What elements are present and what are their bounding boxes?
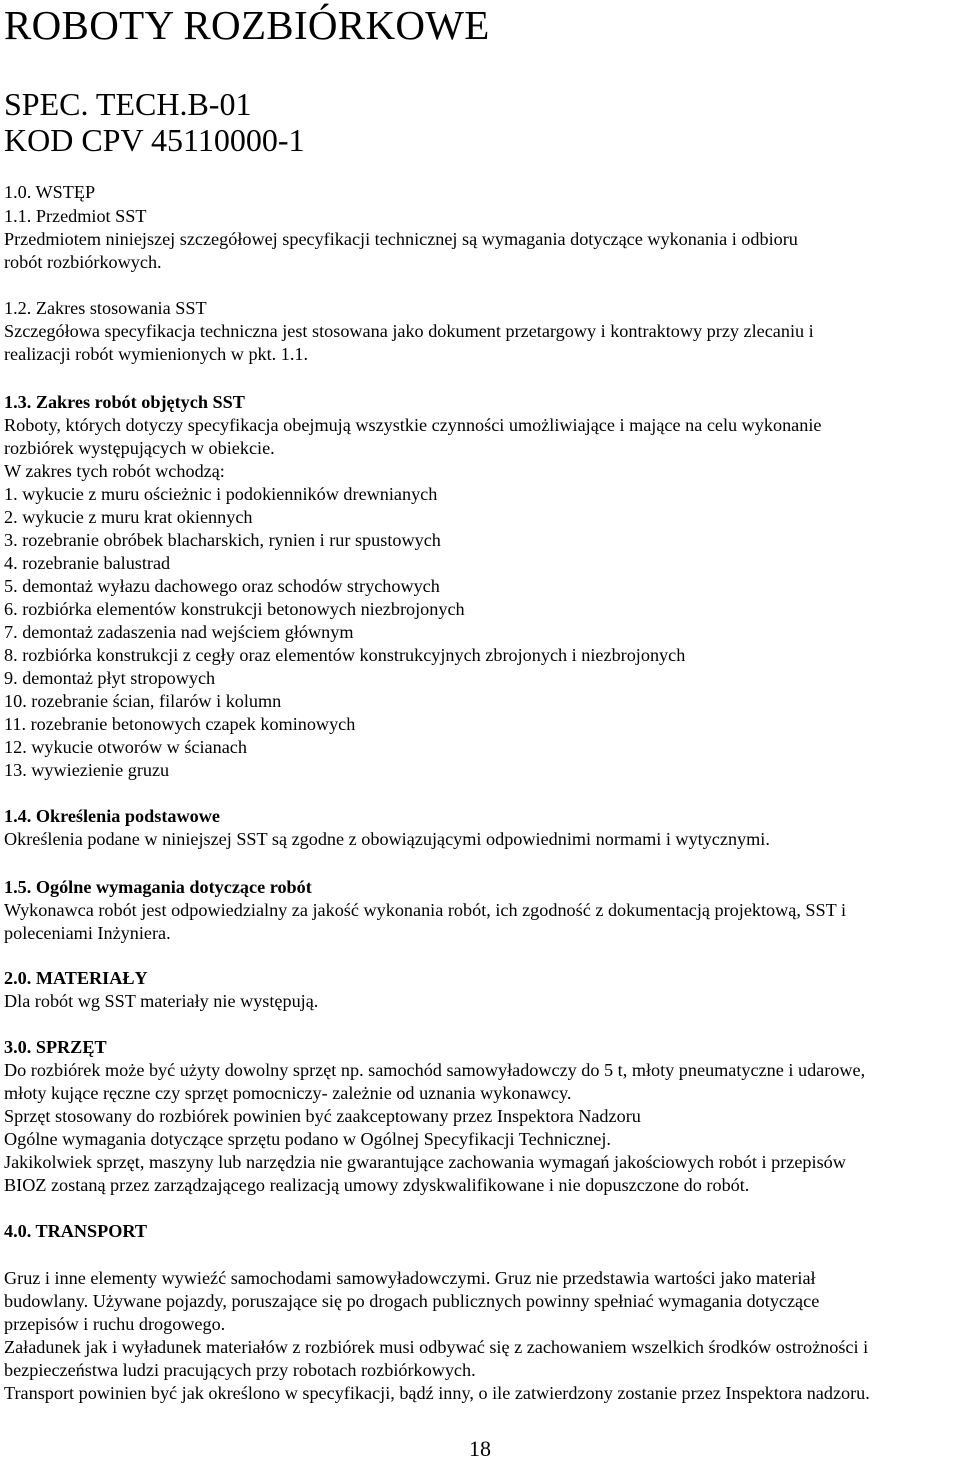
- list-item: 13. wywiezienie gruzu: [4, 760, 170, 780]
- spec-code: SPEC. TECH.B-01: [4, 86, 252, 122]
- section-heading-3-0: 3.0. SPRZĘT: [4, 1037, 107, 1057]
- paragraph-line: przepisów i ruchu drogowego.: [4, 1314, 226, 1334]
- section-heading-intro: 1.0. WSTĘP: [4, 182, 96, 202]
- section-heading-1-2: 1.2. Zakres stosowania SST: [4, 298, 207, 318]
- section-heading-1-5: 1.5. Ogólne wymagania dotyczące robót: [4, 877, 312, 897]
- list-item: 3. rozebranie obróbek blacharskich, rynien i rur spustowych: [4, 530, 441, 550]
- paragraph-line: robót rozbiórkowych.: [4, 252, 162, 272]
- paragraph-line: Transport powinien być jak określono w specyfikacji, bądź inny, o ile zatwierdzony zostanie przez Inspektora nadzoru.: [4, 1383, 870, 1403]
- list-item: 9. demontaż płyt stropowych: [4, 668, 216, 688]
- section-heading-1-1: 1.1. Przedmiot SST: [4, 206, 147, 226]
- paragraph-line: bezpieczeństwa ludzi pracujących przy robotach rozbiórkowych.: [4, 1360, 476, 1380]
- section-heading-1-4: 1.4. Określenia podstawowe: [4, 806, 220, 826]
- section-heading-2-0: 2.0. MATERIAŁY: [4, 968, 148, 988]
- list-item: 12. wykucie otworów w ścianach: [4, 737, 247, 757]
- paragraph-line: Dla robót wg SST materiały nie występują.: [4, 991, 319, 1011]
- list-item: 7. demontaż zadaszenia nad wejściem głównym: [4, 622, 354, 642]
- paragraph-line: W zakres tych robót wchodzą:: [4, 461, 225, 481]
- list-item: 4. rozebranie balustrad: [4, 553, 171, 573]
- list-item: 1. wykucie z muru ościeżnic i podokienników drewnianych: [4, 484, 438, 504]
- page-number: 18: [469, 1436, 491, 1461]
- list-item: 6. rozbiórka elementów konstrukcji betonowych niezbrojonych: [4, 599, 465, 619]
- paragraph-line: budowlany. Używane pojazdy, poruszające się po drogach publicznych powinny spełniać wymagania dotyczące: [4, 1291, 820, 1311]
- paragraph-line: Roboty, których dotyczy specyfikacja obejmują wszystkie czynności umożliwiające i mające na celu wykonanie: [4, 415, 822, 435]
- paragraph-line: Załadunek jak i wyładunek materiałów z rozbiórek musi odbywać się z zachowaniem wszelkich środków ostrożności i: [4, 1337, 869, 1357]
- list-item: 5. demontaż wyłazu dachowego oraz schodów strychowych: [4, 576, 440, 596]
- paragraph-line: Jakikolwiek sprzęt, maszyny lub narzędzia nie gwarantujące zachowania wymagań jakościowych robót i przepisów: [4, 1152, 846, 1172]
- paragraph-line: Wykonawca robót jest odpowiedzialny za jakość wykonania robót, ich zgodność z dokumentacją projektową, SST i: [4, 900, 847, 920]
- paragraph-line: BIOZ zostaną przez zarządzającego realizacją umowy zdyskwalifikowane i nie dopuszczone do robót.: [4, 1175, 750, 1195]
- section-heading-1-3: 1.3. Zakres robót objętych SST: [4, 392, 245, 412]
- paragraph-line: Ogólne wymagania dotyczące sprzętu podano w Ogólnej Specyfikacji Technicznej.: [4, 1129, 611, 1149]
- paragraph-line: Gruz i inne elementy wywieźć samochodami samowyładowczymi. Gruz nie przedstawia wartości jako materiał: [4, 1268, 816, 1288]
- document-title: ROBOTY ROZBIÓRKOWE: [4, 2, 490, 48]
- paragraph-line: poleceniami Inżyniera.: [4, 923, 171, 943]
- paragraph-line: Do rozbiórek może być użyty dowolny sprzęt np. samochód samowyładowczy do 5 t, młoty pneumatyczne i udarowe,: [4, 1060, 866, 1080]
- paragraph-line: Określenia podane w niniejszej SST są zgodne z obowiązującymi odpowiednimi normami i wytycznymi.: [4, 829, 770, 849]
- list-item: 8. rozbiórka konstrukcji z cegły oraz elementów konstrukcyjnych zbrojonych i niezbrojonych: [4, 645, 686, 665]
- paragraph-line: Przedmiotem niniejszej szczegółowej specyfikacji technicznej są wymagania dotyczące wykonania i odbioru: [4, 229, 798, 249]
- paragraph-line: młoty kujące ręczne czy sprzęt pomocniczy- zależnie od uznania wykonawcy.: [4, 1083, 572, 1103]
- section-heading-4-0: 4.0. TRANSPORT: [4, 1221, 148, 1241]
- list-item: 11. rozebranie betonowych czapek kominowych: [4, 714, 356, 734]
- cpv-code: KOD CPV 45110000-1: [4, 122, 305, 158]
- list-item: 2. wykucie z muru krat okiennych: [4, 507, 253, 527]
- list-item: 10. rozebranie ścian, filarów i kolumn: [4, 691, 282, 711]
- paragraph-line: Szczegółowa specyfikacja techniczna jest stosowana jako dokument przetargowy i kontraktowy przy zlecaniu i: [4, 321, 814, 341]
- paragraph-line: realizacji robót wymienionych w pkt. 1.1.: [4, 344, 309, 364]
- paragraph-line: rozbiórek występujących w obiekcie.: [4, 438, 275, 458]
- paragraph-line: Sprzęt stosowany do rozbiórek powinien być zaakceptowany przez Inspektora Nadzoru: [4, 1106, 641, 1126]
